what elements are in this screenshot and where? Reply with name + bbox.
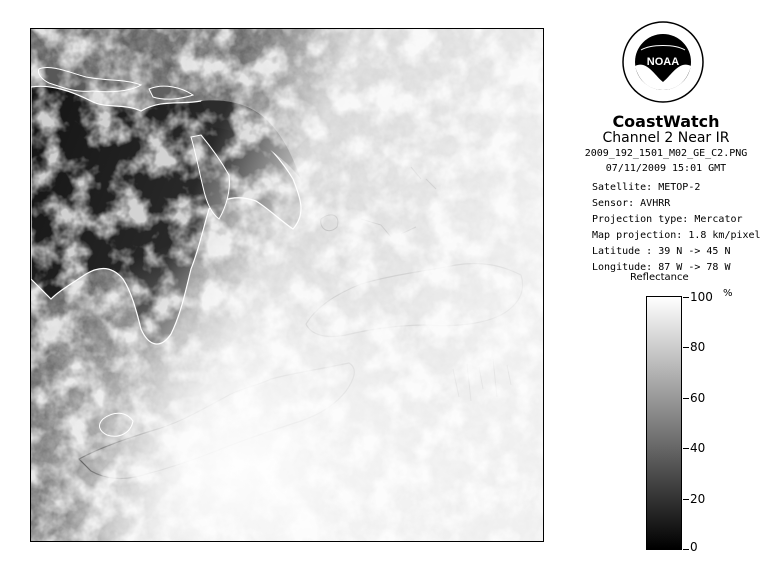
colorbar-tick-label: 20 bbox=[690, 492, 706, 506]
colorbar bbox=[646, 296, 682, 550]
colorbar-tick bbox=[683, 549, 689, 550]
colorbar-tick-label: 40 bbox=[690, 441, 706, 455]
brand-title: CoastWatch bbox=[612, 112, 720, 131]
colorbar-tick bbox=[683, 499, 689, 500]
colorbar-tick bbox=[683, 347, 689, 348]
satellite-image bbox=[30, 28, 544, 542]
colorbar-tick-label: 80 bbox=[690, 340, 706, 354]
colorbar-tick bbox=[683, 398, 689, 399]
colorbar-tick-label: 100 bbox=[690, 290, 713, 304]
colorbar-label: Reflectance bbox=[630, 272, 689, 283]
meta-longitude: Longitude: 87 W -> 78 W bbox=[592, 262, 731, 273]
meta-map-projection: Map projection: 1.8 km/pixel bbox=[592, 230, 761, 241]
colorbar-unit: % bbox=[723, 288, 733, 299]
colorbar-tick-label: 0 bbox=[690, 540, 698, 554]
logo-text: NOAA bbox=[646, 56, 680, 68]
meta-satellite: Satellite: METOP-2 bbox=[592, 182, 701, 193]
channel-title: Channel 2 Near IR bbox=[602, 130, 730, 146]
date-time: 07/11/2009 15:01 GMT bbox=[605, 163, 727, 174]
colorbar-tick-label: 60 bbox=[690, 391, 706, 405]
noaa-logo bbox=[621, 20, 705, 104]
colorbar-tick bbox=[683, 448, 689, 449]
file-name: 2009_192_1501_M02_GE_C2.PNG bbox=[584, 148, 748, 159]
meta-projection-type: Projection type: Mercator bbox=[592, 214, 743, 225]
colorbar-tick bbox=[683, 297, 689, 298]
meta-latitude: Latitude : 39 N -> 45 N bbox=[592, 246, 731, 257]
meta-sensor: Sensor: AVHRR bbox=[592, 198, 671, 209]
